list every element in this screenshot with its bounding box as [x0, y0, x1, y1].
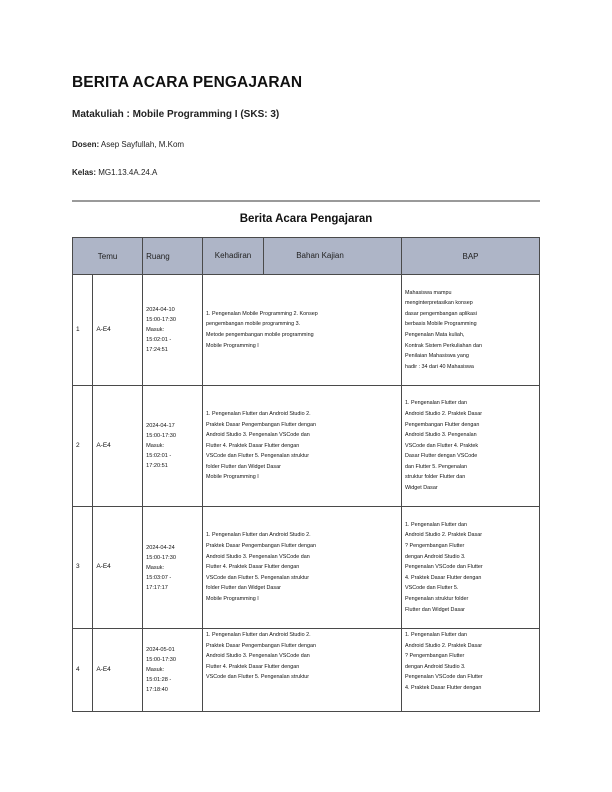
table-row: [73, 629, 540, 712]
header-bap: BAP: [402, 238, 540, 275]
row-report-text: 1. Pengenalan Flutter dan Android Studio 2. Praktek Dasar ? Pengembangan Flutter dengan Android Studio 3. Pengenalan VSCode dan Flutter 4. Praktek Dasar Flutter dengan: [405, 632, 483, 691]
row-number: 4: [73, 629, 93, 712]
row-topic: [203, 629, 402, 712]
row-number: 2: [73, 386, 93, 507]
row-topic-text: 1. Pengenalan Flutter dan Android Studio 2. Praktek Dasar Pengembangan Flutter dengan Android Studio 3. Pengenalan VSCode dan Flutter 4. Praktek Dasar Flutter dengan VSCode dan Flutter 5. Pengenalan struktur: [206, 632, 316, 681]
header-kehadiran: Kehadiran: [203, 238, 264, 274]
row-attendance: 2024-04-17 15:00-17:30 Masuk: 15:02:01 - 17:20:51: [143, 386, 203, 507]
row-number: 1: [73, 275, 93, 386]
table-row: [73, 386, 540, 507]
course-line: Matakuliah : Mobile Programming I (SKS: 3): [72, 109, 280, 120]
row-number: 3: [73, 507, 93, 629]
row-room: A-E4: [93, 386, 143, 507]
row-report: Mahasiswa mampu menginterpretasikan konsep dasar pengembangan aplikasi berbasis Mobile Programming Pengenalan Mata kuliah, Kontrak Sistem Perkuliahan dan Penilaian Mahasiswa yang hadir : 34 dari 40 Mahasiswa: [402, 275, 540, 386]
row-attendance: 2024-04-24 15:00-17:30 Masuk: 15:03:07 - 17:17:17: [143, 507, 203, 629]
divider: [72, 200, 540, 202]
row-room: A-E4: [93, 629, 143, 712]
header-ruang: Ruang: [143, 238, 203, 275]
table-caption: Berita Acara Pengajaran: [239, 213, 373, 225]
lecturer-name: Asep Sayfullah, M.Kom: [100, 140, 185, 149]
lecturer-label: Dosen:: [72, 140, 100, 149]
bap-table: [72, 237, 540, 712]
row-report: [402, 629, 540, 712]
header-bahan-kajian-label: Bahan Kajian: [296, 251, 344, 260]
row-topic: 1. Pengenalan Mobile Programming 2. Konsep pengembangan mobile programming 3. Metode pengembangan mobile programming Mobile Programming I: [203, 275, 402, 386]
header-bahan-kajian: [203, 238, 402, 275]
row-room: A-E4: [93, 275, 143, 386]
class-name: MG1.13.4A.24.A: [98, 168, 158, 177]
row-report: 1. Pengenalan Flutter dan Android Studio 2. Praktek Dasar ? Pengembangan Flutter dengan Android Studio 3. Pengenalan VSCode dan Flutter 4. Praktek Dasar Flutter dengan VSCode dan Flutter 5. Pengenalan struktur folder Flutter dan Widget Dasar: [402, 507, 540, 629]
table-row: [73, 507, 540, 629]
row-report: 1. Pengenalan Flutter dan Android Studio 2. Praktek Dasar Pengembangan Flutter dengan Android Studio 3. Pengenalan VSCode dan Flutter 4. Praktek Dasar Flutter dengan VSCode dan Flutter 5. Pengenalan struktur folder Flutter dan Widget Dasar: [402, 386, 540, 507]
table-row: [73, 275, 540, 386]
row-attendance: 2024-05-01 15:00-17:30 Masuk: 15:01:28 - 17:18:40: [143, 629, 203, 712]
header-temu: Temu: [73, 238, 143, 275]
table-header-row: [73, 238, 540, 275]
row-topic: 1. Pengenalan Flutter dan Android Studio 2. Praktek Dasar Pengembangan Flutter dengan Android Studio 3. Pengenalan VSCode dan Flutter 4. Praktek Dasar Flutter dengan VSCode dan Flutter 5. Pengenalan struktur folder Flutter dan Widget Dasar Mobile Programming I: [203, 507, 402, 629]
row-room: A-E4: [93, 507, 143, 629]
row-topic: 1. Pengenalan Flutter dan Android Studio 2. Praktek Dasar Pengembangan Flutter dengan Android Studio 3. Pengenalan VSCode dan Flutter 4. Praktek Dasar Flutter dengan VSCode dan Flutter 5. Pengenalan struktur folder Flutter dan Widget Dasar Mobile Programming I: [203, 386, 402, 507]
row-attendance: 2024-04-10 15:00-17:30 Masuk: 15:02:01 - 17:24:51: [143, 275, 203, 386]
lecturer-line: [72, 140, 184, 149]
class-label: Kelas:: [72, 168, 97, 177]
document-title: BERITA ACARA PENGAJARAN: [72, 74, 303, 91]
class-line: [72, 168, 157, 177]
